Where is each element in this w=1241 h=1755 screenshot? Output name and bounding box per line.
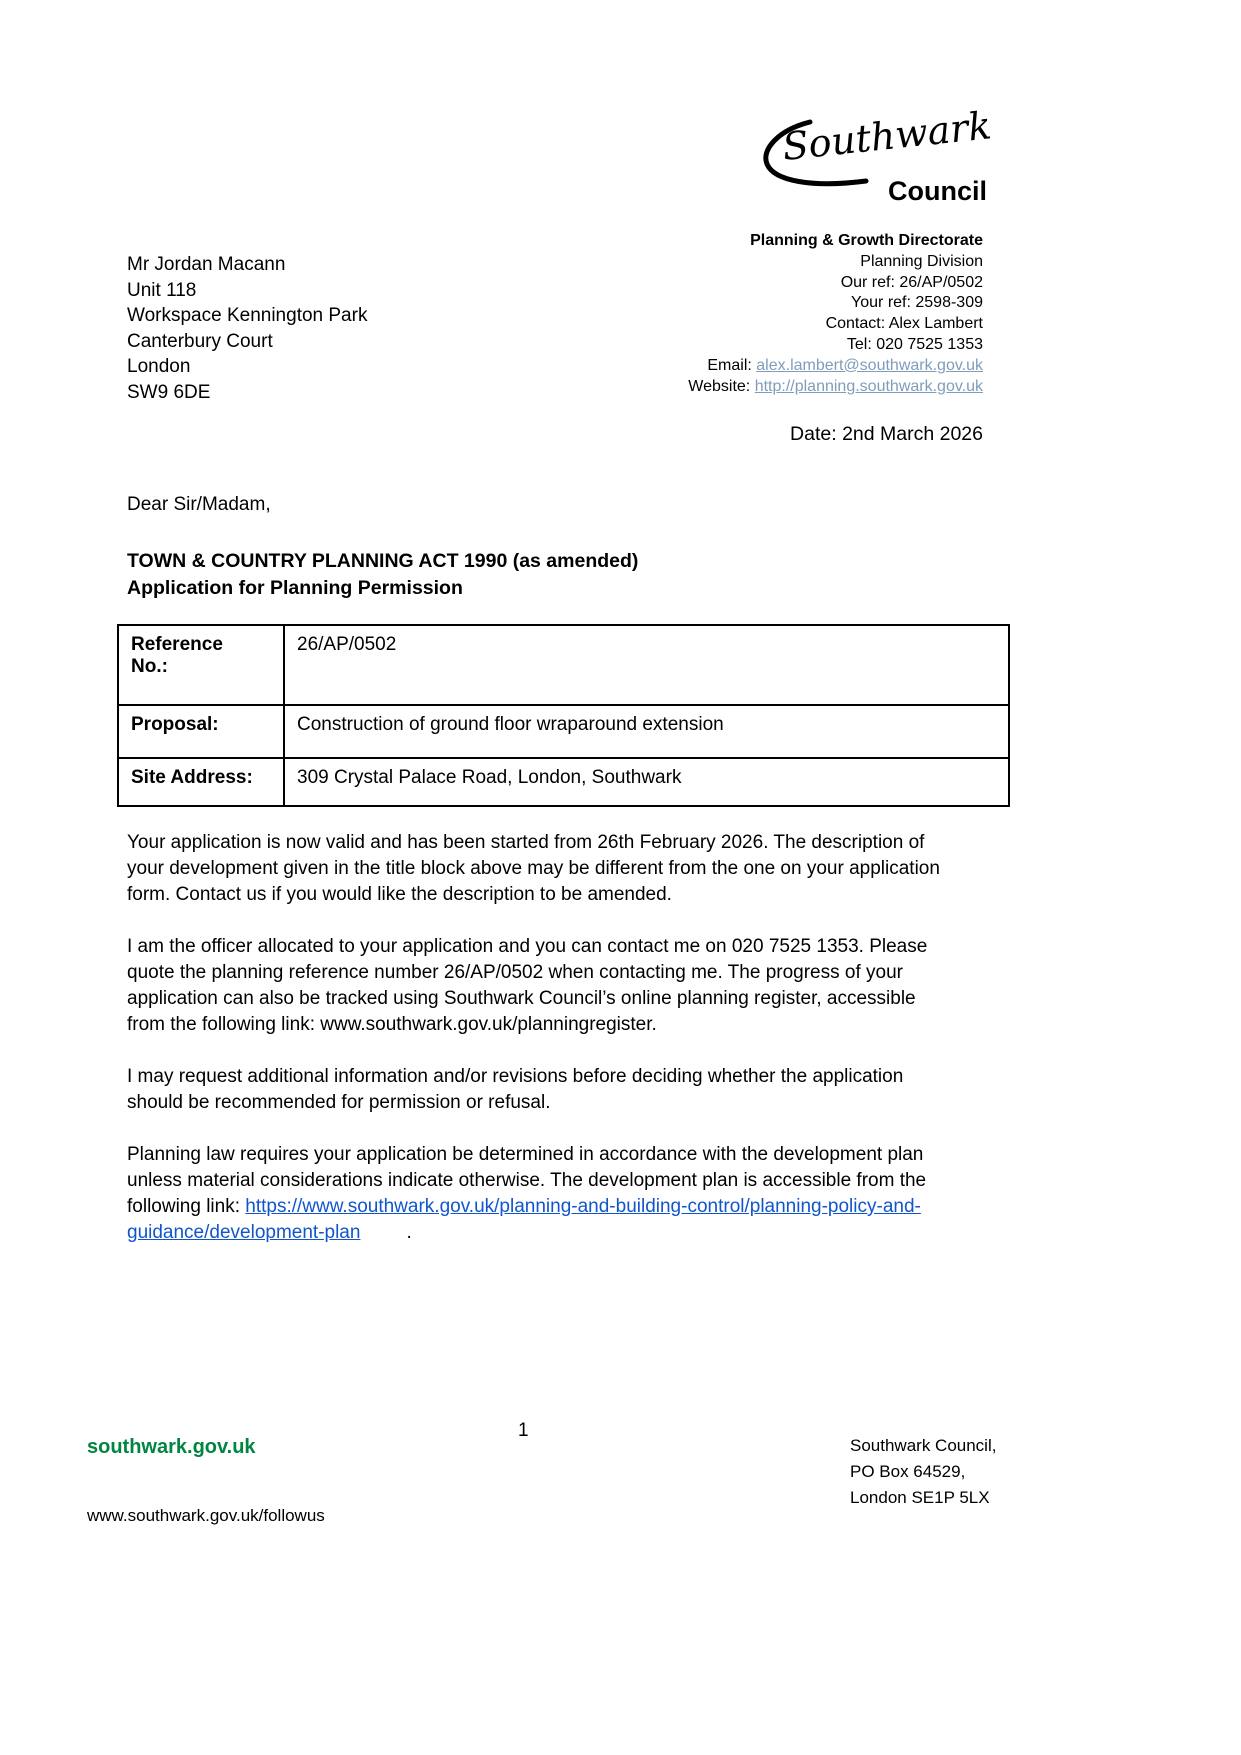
recipient-line: Mr Jordan Macann <box>127 254 286 275</box>
salutation: Dear Sir/Madam, <box>127 494 271 515</box>
recipient-line: Workspace Kennington Park <box>127 305 368 326</box>
directorate-title: Planning & Growth Directorate <box>750 232 983 249</box>
your-ref: Your ref: 2598-309 <box>851 294 983 312</box>
proposal-label: Proposal: <box>118 705 284 758</box>
proposal-value: Construction of ground floor wraparound extension <box>284 705 1009 758</box>
division: Planning Division <box>860 252 983 270</box>
subject-line-1: TOWN & COUNTRY PLANNING ACT 1990 (as amended) <box>127 550 639 572</box>
paragraph-validity: Your application is now valid and has been started from 26th February 2026. The description of your development given in the title block above may be different from the one on your application form. Contact us if you would like the description to be amended. <box>127 832 940 905</box>
development-plan-link[interactable]: https://www.southwark.gov.uk/planning-and-building-control/planning-policy-and-guidance/development-plan <box>127 1196 921 1243</box>
reference-value: 26/AP/0502 <box>284 625 1009 705</box>
recipient-line: Unit 118 <box>127 279 197 301</box>
footer-address-line: London SE1P 5LX <box>850 1488 990 1507</box>
subject-heading <box>127 548 638 602</box>
southwark-logo-icon <box>756 108 994 220</box>
recipient-address <box>127 252 367 405</box>
reference-label: Reference No.: <box>118 625 284 705</box>
development-plan-text: Planning law requires your application be determined in accordance with the development plan unless material considerations indicate otherwise. The development plan is accessible from the following link: <box>127 1144 927 1217</box>
trailing-period: . <box>406 1222 412 1243</box>
logo-brand-text: Southwark <box>780 108 994 169</box>
website-label: Website: <box>688 377 755 395</box>
southwark-council-logo <box>756 108 994 220</box>
recipient-line: London <box>127 356 191 377</box>
footer-follow-url: www.southwark.gov.uk/followus <box>87 1506 325 1525</box>
paragraph-officer-contact: I am the officer allocated to your application and you can contact me on 020 7525 1353. Please quote the planning reference number 26/AP/0502 when contacting me. The progress of your application can also be tracked using Southwark Council’s online planning register, accessible from the following link: www.southwark.gov.uk/planningregister. <box>127 936 928 1035</box>
email-label: Email: <box>707 356 757 374</box>
footer-address-line: PO Box 64529, <box>850 1462 966 1481</box>
email-link[interactable]: alex.lambert@southwark.gov.uk <box>756 356 983 374</box>
application-details-table <box>117 624 1010 807</box>
footer-council-address <box>850 1433 996 1511</box>
letter-date: Date: 2nd March 2026 <box>790 423 983 445</box>
subject-line-2: Application for Planning Permission <box>127 577 463 599</box>
letter-body <box>127 830 945 1272</box>
email-line <box>688 356 983 377</box>
website-link[interactable]: http://planning.southwark.gov.uk <box>754 377 983 395</box>
footer-brand: southwark.gov.uk <box>87 1436 256 1458</box>
page-number: 1 <box>518 1420 529 1441</box>
telephone: Tel: 020 7525 1353 <box>846 335 983 353</box>
our-ref: Our ref: 26/AP/0502 <box>840 273 983 291</box>
table-row-reference <box>118 625 1009 705</box>
logo-sub-text: Council <box>888 176 987 206</box>
website-line <box>688 377 983 398</box>
contact-name: Contact: Alex Lambert <box>825 315 983 333</box>
recipient-line: Canterbury Court <box>127 330 273 352</box>
site-address-label: Site Address: <box>118 758 284 806</box>
paragraph-additional-info: I may request additional information and/or revisions before deciding whether the application should be recommended for permission or refusal. <box>127 1066 904 1113</box>
table-row-proposal <box>118 705 1009 758</box>
footer-address-line: Southwark Council, <box>850 1436 997 1455</box>
site-address-value: 309 Crystal Palace Road, London, Southwark <box>284 758 1009 806</box>
recipient-line: SW9 6DE <box>127 381 211 403</box>
paragraph-development-plan <box>127 1142 945 1246</box>
table-row-site-address <box>118 758 1009 806</box>
sender-contact-block <box>688 231 983 397</box>
